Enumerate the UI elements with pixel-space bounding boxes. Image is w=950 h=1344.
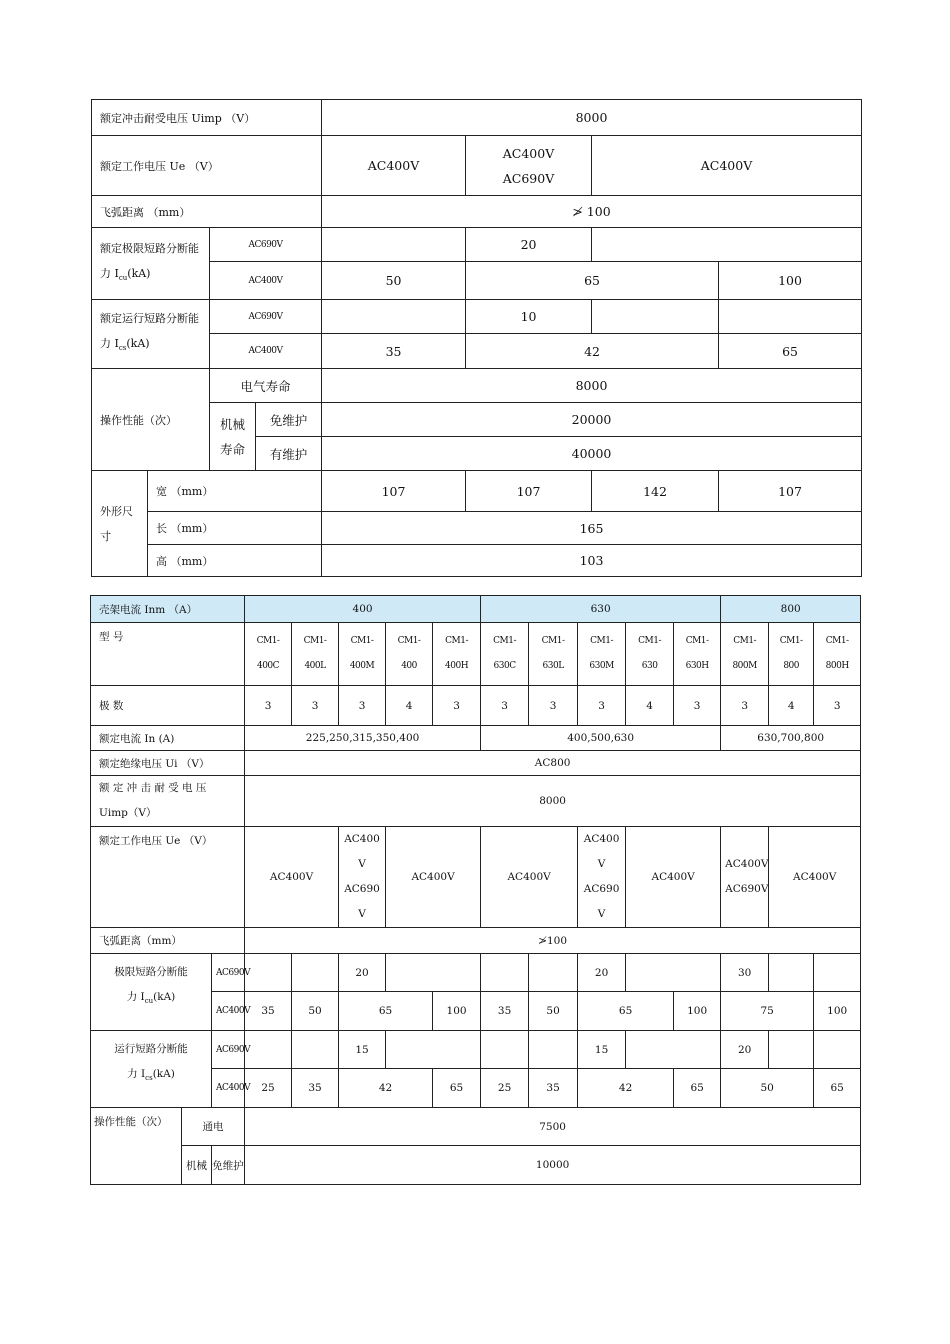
model-cell — [626, 623, 674, 686]
ue-value-2a: AC400V — [502, 145, 555, 161]
ue-400-dual — [339, 827, 386, 928]
ue-800-dual-l2: AC690V — [725, 883, 769, 895]
icu-400-v5: 35 — [481, 992, 529, 1031]
ics-690-e1 — [245, 1031, 292, 1069]
in-label: 额定电流 In (A) — [91, 726, 245, 751]
ics-690-e3 — [386, 1031, 481, 1069]
ics-label-prefix: 力 I — [127, 1068, 146, 1080]
no-maint-label: 免维护 — [256, 403, 322, 437]
frame-630: 630 — [481, 596, 721, 623]
in-value-800: 630,700,800 — [721, 726, 861, 751]
icu-400-value-2: 65 — [466, 262, 719, 300]
icu-400-v2: 50 — [292, 992, 339, 1031]
icu-label-prefix: 力 I — [100, 266, 119, 280]
ics-label-unit: (kA) — [152, 1068, 175, 1080]
ics-400-v5: 25 — [481, 1069, 529, 1108]
icu-400-v9: 75 — [721, 992, 814, 1031]
in-value-630: 400,500,630 — [481, 726, 721, 751]
ue-label: 额定工作电压 Ue （V） — [92, 136, 322, 196]
ics-400-v9: 50 — [721, 1069, 814, 1108]
poles-cell: 3 — [245, 686, 292, 726]
ue-value-2 — [466, 136, 592, 196]
model-cell — [769, 623, 814, 686]
poles-label: 极 数 — [91, 686, 245, 726]
poles-cell: 3 — [292, 686, 339, 726]
icu-label-line2 — [100, 261, 205, 291]
poles-cell: 3 — [481, 686, 529, 726]
icu-label-unit: (kA) — [127, 266, 151, 280]
ics-label-line2 — [100, 331, 205, 361]
width-value-1: 107 — [322, 471, 466, 512]
model-cell-line: CM1- — [590, 636, 614, 646]
model-cell-line: 400 — [401, 661, 417, 671]
ue-630-dual — [578, 827, 626, 928]
mech-life-line2: 寿命 — [219, 441, 245, 457]
icu-690-v400: 20 — [339, 954, 386, 992]
model-cell — [292, 623, 339, 686]
icu-690-e3 — [386, 954, 481, 992]
icu-label-sub: cu — [144, 997, 154, 1006]
ics-690-e5 — [529, 1031, 578, 1069]
poles-row — [91, 686, 861, 726]
icu-label-sub: cu — [118, 274, 128, 283]
model-cell-line: CM1- — [638, 636, 662, 646]
model-cell — [529, 623, 578, 686]
model-cell-line: 400M — [349, 661, 375, 671]
model-label: 型 号 — [91, 623, 245, 686]
dim-label — [92, 471, 148, 577]
ics-400-v1: 25 — [245, 1069, 292, 1108]
ics-690-e7 — [769, 1031, 814, 1069]
model-cell — [245, 623, 292, 686]
ics-400-v7: 42 — [578, 1069, 674, 1108]
ics-690-v630: 15 — [578, 1031, 626, 1069]
height-label: 高 （mm） — [148, 545, 322, 577]
icu-400-v10: 100 — [814, 992, 861, 1031]
icu-label-line1: 极限短路分断能 — [114, 966, 188, 978]
uimp-value: 8000 — [322, 100, 862, 136]
mech-life-line1: 机械 — [219, 416, 245, 432]
icu-label — [92, 228, 210, 300]
maint-label: 有维护 — [256, 437, 322, 471]
length-label: 长 （mm） — [148, 512, 322, 545]
icu-400-value-1: 50 — [322, 262, 466, 300]
frame-400: 400 — [245, 596, 481, 623]
model-cell-line: 630M — [589, 661, 614, 671]
no-maint-label: 免维护 — [212, 1146, 245, 1185]
model-cell-line: CM1- — [685, 636, 709, 646]
model-cell-line: CM1- — [733, 636, 757, 646]
model-cell-line: 630C — [493, 661, 516, 671]
ue-value-1: AC400V — [322, 136, 466, 196]
ics-label-sub: cs — [118, 344, 127, 353]
icu-400-v1: 35 — [245, 992, 292, 1031]
ics-400-v6: 35 — [529, 1069, 578, 1108]
ue-400-dual-l3: AC690 — [344, 883, 380, 895]
model-cell — [578, 623, 626, 686]
ics-label — [91, 1031, 212, 1108]
model-cell — [721, 623, 769, 686]
poles-cell: 3 — [578, 686, 626, 726]
ue-630-dual-l2: V — [597, 858, 606, 870]
model-cell-line: 400H — [445, 661, 469, 671]
ics-690-v800: 20 — [721, 1031, 769, 1069]
ics-690-empty-1 — [322, 300, 466, 334]
model-cell-line: CM1- — [779, 636, 803, 646]
ics-label-line1: 运行短路分断能 — [114, 1043, 188, 1055]
poles-cell: 3 — [674, 686, 721, 726]
icu-400-v4: 100 — [433, 992, 481, 1031]
ue-630-b: AC400V — [626, 827, 721, 928]
width-value-3: 142 — [592, 471, 719, 512]
arc-label: 飞弧距离 （mm） — [92, 196, 322, 228]
ue-630-dual-l4: V — [597, 908, 606, 920]
ics-690-v400: 15 — [339, 1031, 386, 1069]
ics-400-value-3: 65 — [719, 334, 862, 369]
ics-400-value-2: 42 — [466, 334, 719, 369]
op-label: 操作性能（次） — [92, 369, 210, 471]
poles-cell: 3 — [339, 686, 386, 726]
model-cell-line: CM1- — [350, 636, 374, 646]
ics-400-value-1: 35 — [322, 334, 466, 369]
arc-value: ≯100 — [245, 928, 861, 954]
ics-690-e2 — [292, 1031, 339, 1069]
model-cell-line: CM1- — [541, 636, 565, 646]
model-cell-line: 800H — [825, 661, 849, 671]
maint-value: 40000 — [322, 437, 862, 471]
ics-label-line2 — [95, 1062, 207, 1091]
ics-400-v10: 65 — [814, 1069, 861, 1108]
icu-label-prefix: 力 I — [126, 991, 145, 1003]
width-value-4: 107 — [719, 471, 862, 512]
ue-value-2b: AC690V — [502, 170, 555, 186]
model-cell-line: CM1- — [445, 636, 468, 646]
poles-cell: 3 — [721, 686, 769, 726]
ics-400-v3: 42 — [339, 1069, 433, 1108]
icu-label-line2 — [95, 985, 207, 1014]
elec-life-value: 8000 — [322, 369, 862, 403]
ics-ac400-label: AC400V — [210, 334, 322, 369]
model-cell-line: CM1- — [256, 636, 280, 646]
icu-690-v630: 20 — [578, 954, 626, 992]
ue-400-dual-l4: V — [358, 908, 366, 920]
uimp-label-line1: 额 定 冲 击 耐 受 电 压 — [99, 782, 207, 794]
icu-690-e4 — [481, 954, 529, 992]
spec-table-2 — [90, 595, 861, 1185]
mech-life-label — [210, 403, 256, 471]
icu-690-e8 — [814, 954, 861, 992]
icu-690-e5 — [529, 954, 578, 992]
spec-table-1 — [91, 99, 862, 577]
uimp-label: 额定冲击耐受电压 Uimp （V） — [92, 100, 322, 136]
icu-ac690-label: AC690V — [212, 954, 245, 992]
dim-label-line1: 外形尺 — [100, 504, 133, 518]
model-cell-line: 630 — [641, 661, 658, 671]
ue-800-b: AC400V — [769, 827, 861, 928]
ics-label — [92, 300, 210, 369]
icu-label — [91, 954, 212, 1031]
uimp-label — [91, 776, 245, 827]
poles-cell: 3 — [814, 686, 861, 726]
energized-label: 通电 — [182, 1108, 245, 1146]
ics-690-value: 10 — [466, 300, 592, 334]
model-cell — [386, 623, 433, 686]
ue-value-3: AC400V — [592, 136, 862, 196]
uimp-value: 8000 — [245, 776, 861, 827]
ics-label-prefix: 力 I — [100, 337, 119, 351]
icu-690-e7 — [769, 954, 814, 992]
ics-690-empty-2 — [592, 300, 719, 334]
ue-400-dual-l2: V — [358, 858, 366, 870]
op-label: 操作性能（次） — [91, 1108, 182, 1185]
icu-690-empty-1 — [322, 228, 466, 262]
icu-400-v3: 65 — [339, 992, 433, 1031]
height-value: 103 — [322, 545, 862, 577]
ue-630-a: AC400V — [481, 827, 578, 928]
energized-value: 7500 — [245, 1108, 861, 1146]
model-cell-line: 630L — [542, 661, 564, 671]
icu-400-v7: 65 — [578, 992, 674, 1031]
ics-690-e8 — [814, 1031, 861, 1069]
ics-400-v4: 65 — [433, 1069, 481, 1108]
frame-800: 800 — [721, 596, 861, 623]
icu-690-e6 — [626, 954, 721, 992]
model-cell-line: 630H — [685, 661, 709, 671]
dim-label-line2: 寸 — [100, 529, 111, 543]
model-cell-line: 800M — [732, 661, 757, 671]
poles-cell: 3 — [529, 686, 578, 726]
model-cell — [433, 623, 481, 686]
ics-label-unit: (kA) — [126, 337, 150, 351]
no-maint-value: 10000 — [245, 1146, 861, 1185]
icu-ac400-label: AC400V — [212, 992, 245, 1031]
model-row — [91, 623, 861, 686]
arc-label: 飞弧距离（mm） — [91, 928, 245, 954]
ue-400-a: AC400V — [245, 827, 339, 928]
icu-690-value: 20 — [466, 228, 592, 262]
icu-400-value-3: 100 — [719, 262, 862, 300]
ics-690-e6 — [626, 1031, 721, 1069]
ue-400-dual-l1: AC400 — [344, 833, 380, 845]
poles-cell: 3 — [433, 686, 481, 726]
frame-label: 壳架电流 Inm （A） — [91, 596, 245, 623]
length-value: 165 — [322, 512, 862, 545]
icu-690-empty-2 — [592, 228, 862, 262]
poles-cell: 4 — [386, 686, 433, 726]
width-value-2: 107 — [466, 471, 592, 512]
icu-690-e2 — [292, 954, 339, 992]
ue-label: 额定工作电压 Ue （V） — [91, 827, 245, 928]
icu-label-unit: (kA) — [153, 991, 176, 1003]
icu-690-e1 — [245, 954, 292, 992]
ics-ac690-label: AC690V — [212, 1031, 245, 1069]
icu-ac690-label: AC690V — [210, 228, 322, 262]
icu-ac400-label: AC400V — [210, 262, 322, 300]
ue-800-dual — [721, 827, 769, 928]
uimp-label-line2: Uimp（V） — [99, 807, 157, 819]
ics-ac400-label: AC400V — [212, 1069, 245, 1108]
ics-400-v8: 65 — [674, 1069, 721, 1108]
ics-ac690-label: AC690V — [210, 300, 322, 334]
in-value-400: 225,250,315,350,400 — [245, 726, 481, 751]
model-cell-line: 400C — [256, 661, 280, 671]
model-cell-line: CM1- — [397, 636, 421, 646]
elec-life-label: 电气寿命 — [210, 369, 322, 403]
ue-400-b: AC400V — [386, 827, 481, 928]
model-cell-line: CM1- — [825, 636, 849, 646]
model-cell-line: 400L — [304, 661, 326, 671]
model-cell — [481, 623, 529, 686]
ics-690-empty-3 — [719, 300, 862, 334]
ics-690-e4 — [481, 1031, 529, 1069]
model-cell — [814, 623, 861, 686]
poles-cell: 4 — [769, 686, 814, 726]
ics-400-v2: 35 — [292, 1069, 339, 1108]
model-cell-line: CM1- — [303, 636, 327, 646]
ue-800-dual-l1: AC400V — [725, 858, 769, 870]
ue-630-dual-l1: AC400 — [583, 833, 620, 845]
ui-label: 额定绝缘电压 Ui （V） — [91, 751, 245, 776]
poles-cell: 4 — [626, 686, 674, 726]
model-cell-line: CM1- — [493, 636, 517, 646]
model-cell-line: 800 — [783, 661, 799, 671]
model-cell — [674, 623, 721, 686]
ue-630-dual-l3: AC690 — [583, 883, 620, 895]
ics-label-line1: 额定运行短路分断能 — [100, 312, 199, 326]
icu-400-v6: 50 — [529, 992, 578, 1031]
model-cell — [339, 623, 386, 686]
mech-label: 机械 — [182, 1146, 212, 1185]
arc-value: ≯ 100 — [322, 196, 862, 228]
icu-400-v8: 100 — [674, 992, 721, 1031]
icu-label-line1: 额定极限短路分断能 — [100, 241, 199, 255]
ics-label-sub: cs — [145, 1074, 153, 1083]
no-maint-value: 20000 — [322, 403, 862, 437]
ui-value: AC800 — [245, 751, 861, 776]
width-label: 宽 （mm） — [148, 471, 322, 512]
icu-690-v800: 30 — [721, 954, 769, 992]
